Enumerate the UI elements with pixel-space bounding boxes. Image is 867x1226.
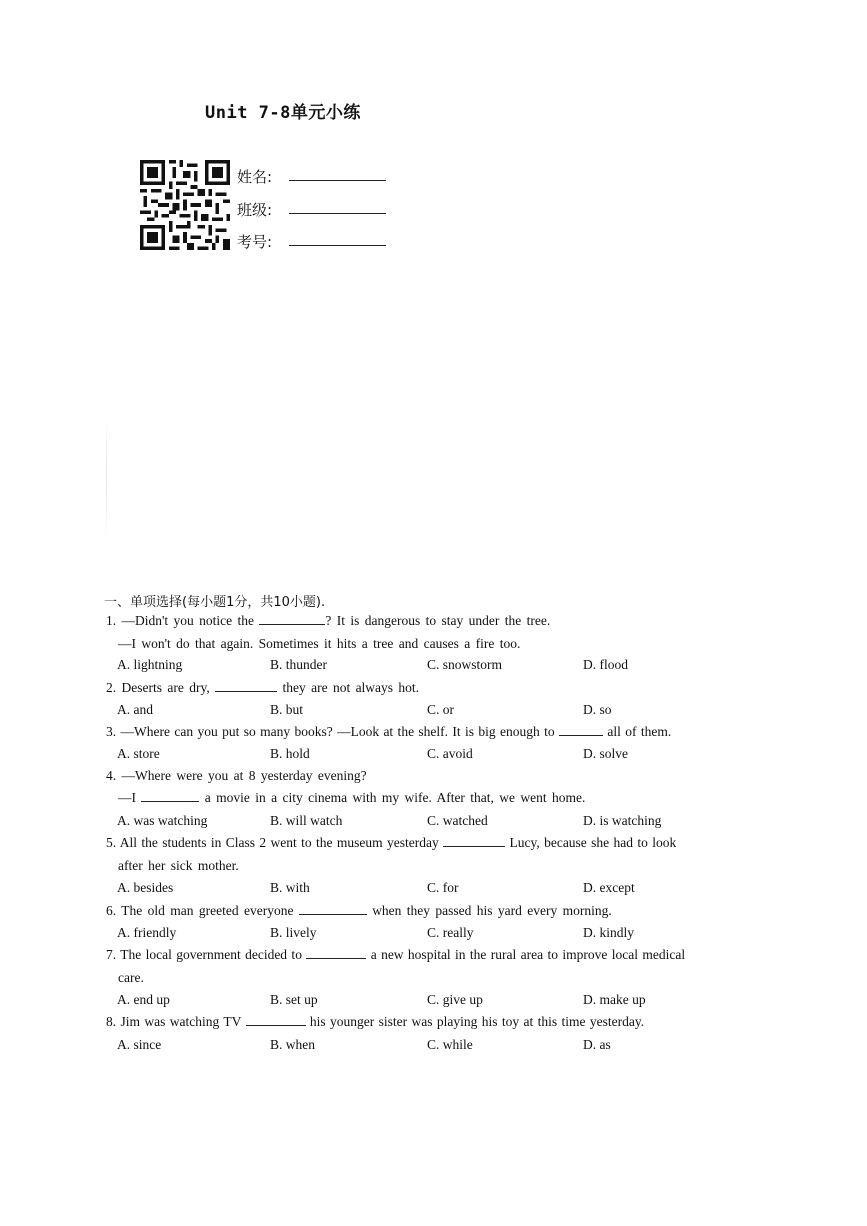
option-c[interactable]: C. while — [427, 1037, 473, 1052]
option-c[interactable]: C. avoid — [427, 746, 473, 761]
answer-blank[interactable] — [141, 790, 199, 802]
option-b[interactable]: B. with — [270, 880, 310, 895]
option-d[interactable]: D. kindly — [583, 925, 635, 940]
option-b[interactable]: B. hold — [270, 746, 310, 761]
option-b[interactable]: B. set up — [270, 992, 318, 1007]
answer-blank[interactable] — [306, 947, 366, 959]
question-6-line-1: 6. The old man greeted everyone when they passed his yard every morning. — [106, 903, 612, 918]
question-7-line-2: care. — [118, 970, 144, 985]
answer-blank[interactable] — [215, 680, 277, 692]
question-1-line-1: 1. —Didn't you notice the ? It is dangerous to stay under the tree. — [106, 613, 551, 628]
exam-number-label: 考号: — [237, 233, 273, 251]
question-7-line-1: 7. The local government decided to a new hospital in the rural area to improve local medical — [106, 947, 686, 962]
class-blank[interactable] — [289, 213, 386, 214]
question-1-line-2: —I won't do that again. Sometimes it hits a tree and causes a fire too. — [118, 636, 521, 651]
class-field — [237, 199, 272, 220]
answer-blank[interactable] — [299, 903, 367, 915]
option-c[interactable]: C. watched — [427, 813, 488, 828]
answer-blank[interactable] — [259, 613, 325, 625]
question-5-line-1: 5. All the students in Class 2 went to the museum yesterday Lucy, because she had to look — [106, 835, 677, 850]
option-b[interactable]: B. but — [270, 702, 304, 717]
option-d[interactable]: D. except — [583, 880, 635, 895]
option-d[interactable]: D. solve — [583, 746, 628, 761]
option-c[interactable]: C. really — [427, 925, 474, 940]
answer-blank[interactable] — [559, 724, 603, 736]
section-heading: 一、单项选择(每小题1分，共10小题). — [104, 595, 326, 610]
question-5-line-2: after her sick mother. — [118, 858, 239, 873]
option-a[interactable]: A. and — [117, 702, 153, 717]
scan-mark — [106, 415, 107, 540]
option-a[interactable]: A. besides — [117, 880, 174, 895]
exam-number-field — [237, 231, 272, 252]
option-c[interactable]: C. for — [427, 880, 459, 895]
question-4-line-2: —I a movie in a city cinema with my wife. After that, we went home. — [118, 790, 586, 805]
question-2-line-1: 2. Deserts are dry, they are not always hot. — [106, 680, 420, 695]
exam-number-blank[interactable] — [289, 245, 386, 246]
question-8-line-1: 8. Jim was watching TV his younger sister was playing his toy at this time yesterday. — [106, 1014, 645, 1029]
answer-blank[interactable] — [246, 1014, 306, 1026]
question-3-line-1: 3. —Where can you put so many books? —Look at the shelf. It is big enough to all of them. — [106, 724, 672, 739]
class-label: 班级: — [237, 201, 273, 219]
option-b[interactable]: B. when — [270, 1037, 315, 1052]
question-4-line-1: 4. —Where were you at 8 yesterday evening? — [106, 768, 367, 783]
option-d[interactable]: D. so — [583, 702, 612, 717]
answer-blank[interactable] — [443, 835, 505, 847]
worksheet-title: Unit 7-8单元小练 — [205, 103, 361, 123]
qr-code-icon — [140, 160, 230, 250]
name-label: 姓名: — [237, 168, 273, 186]
option-b[interactable]: B. thunder — [270, 657, 327, 672]
option-d[interactable]: D. as — [583, 1037, 611, 1052]
name-blank[interactable] — [289, 180, 386, 181]
option-c[interactable]: C. give up — [427, 992, 483, 1007]
option-b[interactable]: B. lively — [270, 925, 317, 940]
option-d[interactable]: D. make up — [583, 992, 646, 1007]
option-c[interactable]: C. or — [427, 702, 454, 717]
option-a[interactable]: A. was watching — [117, 813, 208, 828]
option-d[interactable]: D. is watching — [583, 813, 662, 828]
option-a[interactable]: A. since — [117, 1037, 162, 1052]
option-c[interactable]: C. snowstorm — [427, 657, 503, 672]
option-a[interactable]: A. store — [117, 746, 160, 761]
option-b[interactable]: B. will watch — [270, 813, 343, 828]
option-a[interactable]: A. friendly — [117, 925, 177, 940]
option-a[interactable]: A. lightning — [117, 657, 183, 672]
name-field — [237, 166, 272, 187]
option-d[interactable]: D. flood — [583, 657, 628, 672]
option-a[interactable]: A. end up — [117, 992, 170, 1007]
